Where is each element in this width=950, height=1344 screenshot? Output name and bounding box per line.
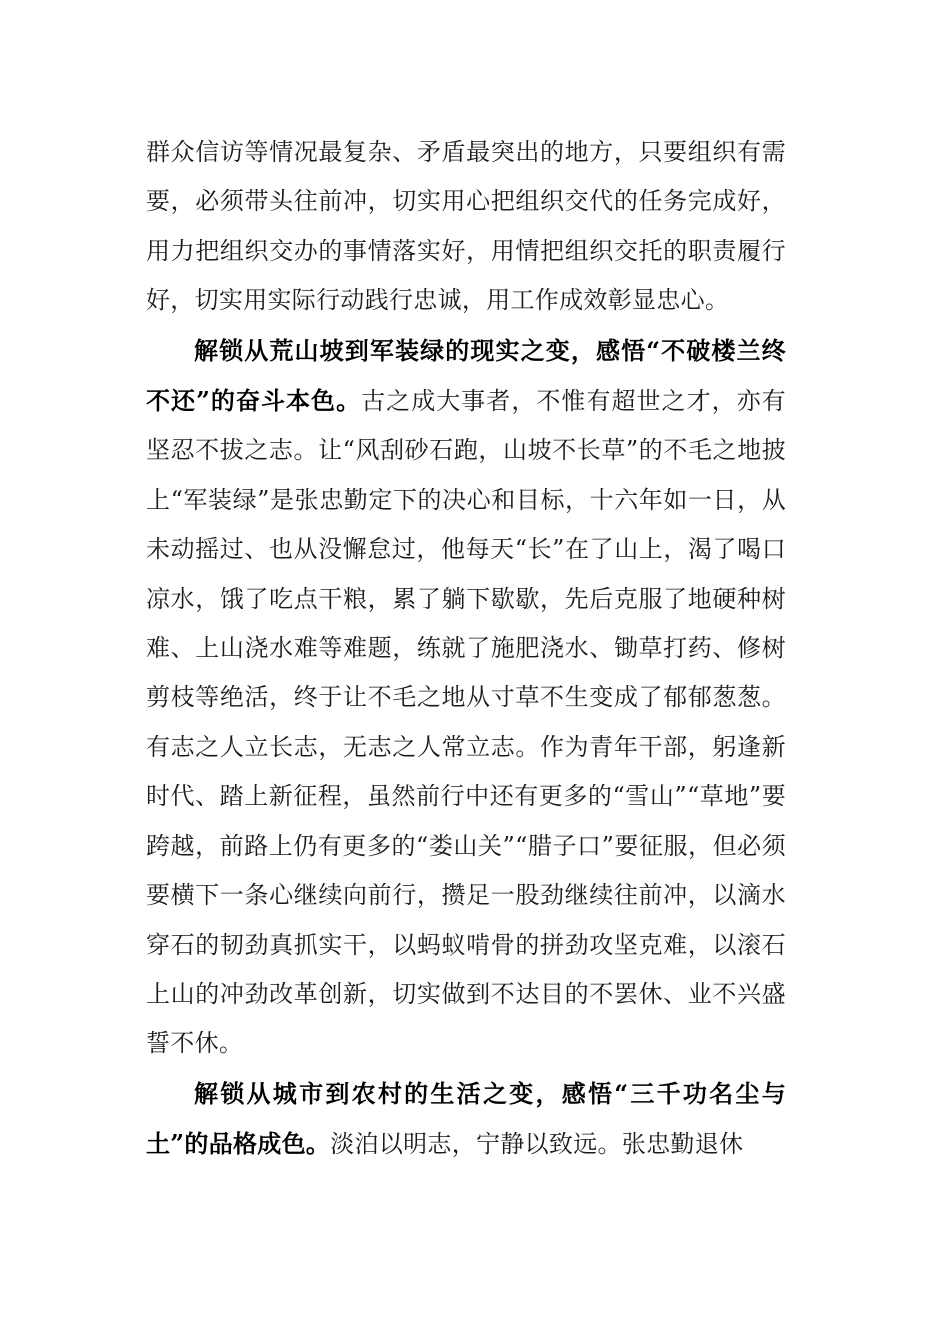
paragraph-continuation [146, 128, 786, 326]
paragraph-body: 淡泊以明志，宁静以致远。张忠勤退休 [330, 1130, 744, 1159]
paragraph-heading: 解锁从城市到农村的生活之变，感悟“三千功名尘与土”的品格成色。 [146, 1078, 786, 1159]
paragraph-heading: 解锁从荒山坡到军装绿的现实之变，感悟“不破楼兰终不还”的奋斗本色。 [146, 335, 786, 416]
paragraph-struggle [146, 326, 786, 1069]
paragraph-body: 古之成大事者，不惟有超世之才，亦有坚忍不拔之志。让“风刮砂石跑，山坡不长草”的不毛之地披上“军装绿”是张忠勤定下的决心和目标，十六年如一日，从未动摇过、也从没懈怠过，他每天“长”在了山上，渴了喝口凉水，饿了吃点干粮，累了躺下歇歇，先后克服了地硬种树难、上山浇水难等难题，练就了施肥浇水、锄草打药、修树剪枝等绝活，终于让不毛之地从寸草不生变成了郁郁葱葱。有志之人立长志，无志之人常立志。作为青年干部，躬逢新时代、踏上新征程，虽然前行中还有更多的“雪山”“草地”要跨越，前路上仍有更多的“娄山关”“腊子口”要征服，但必须要横下一条心继续向前行，攒足一股劲继续往前冲，以滴水穿石的韧劲真抓实干，以蚂蚁啃骨的拼劲攻坚克难，以滚石上山的冲劲改革创新，切实做到不达目的不罢休、业不兴盛誓不休。 [146, 387, 786, 1058]
paragraph-character [146, 1069, 786, 1170]
document-body [146, 128, 786, 1170]
paragraph-body: 群众信访等情况最复杂、矛盾最突出的地方，只要组织有需要，必须带头往前冲，切实用心把组织交代的任务完成好，用力把组织交办的事情落实好，用情把组织交托的职责履行好，切实用实际行动践行忠诚，用工作成效彰显忠心。 [146, 138, 786, 315]
